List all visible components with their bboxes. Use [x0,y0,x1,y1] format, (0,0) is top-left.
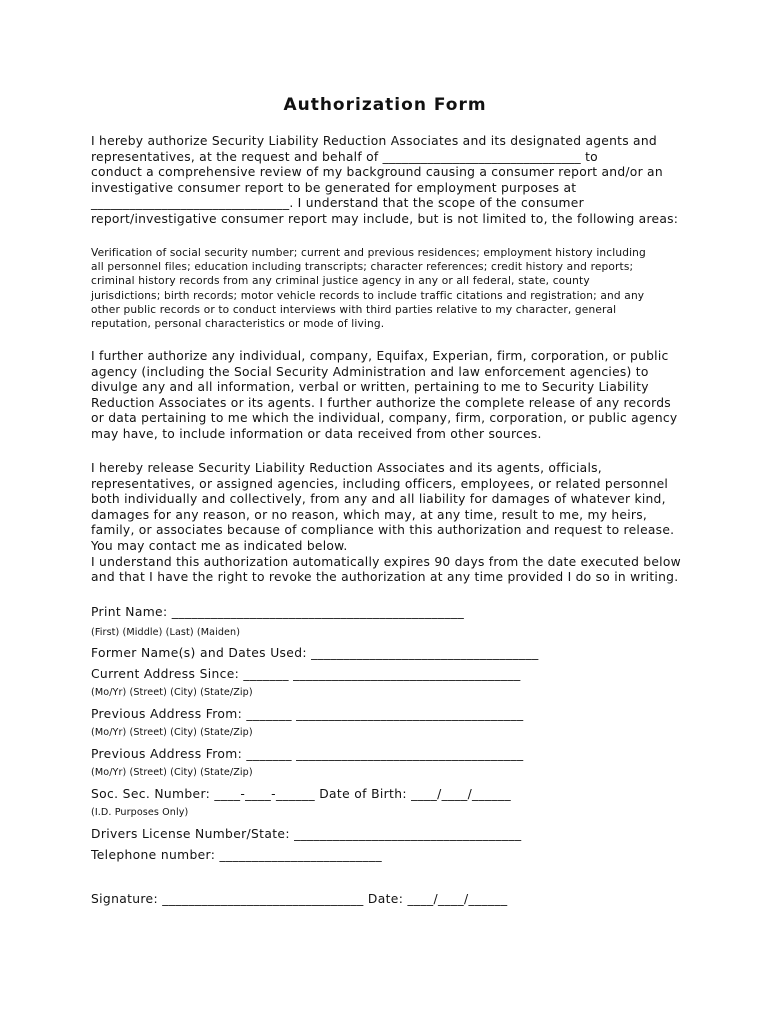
previous-address-hint-1: (Mo/Yr) (Street) (City) (State/Zip) [91,727,253,738]
ssn-dob-field[interactable]: Soc. Sec. Number: ____-____-______ Date of Birth: ____/____/______ [91,787,512,801]
page-title: Authorization Form [283,95,487,115]
areas-line: reputation, personal characteristics or mode of living. [91,318,385,331]
release-line: I understand this authorization automatically expires 90 days from the date executed below [91,554,681,569]
release-line: I hereby release Security Liability Reduction Associates and its agents, officials, [91,461,602,475]
release-line: and that I have the right to revoke the authorization at any time provided I do so in writing. [91,570,679,585]
areas-line: other public records or to conduct interviews with third parties relative to my character, general [91,303,617,316]
previous-address-field-1[interactable]: Previous Address From: _______ ___________________________________ [91,707,524,721]
areas-line: jurisdictions; birth records; motor vehicle records to include traffic citations and registration; and any [91,289,645,302]
intro-paragraph [91,134,691,228]
further-line: or data pertaining to me which the individual, company, firm, corporation, or public agency [91,411,678,426]
further-authorize-paragraph [91,349,691,443]
further-line: may have, to include information or data received from other sources. [91,426,542,441]
further-line: Reduction Associates or its agents. I further authorize the complete release of any records [91,395,671,410]
previous-address-hint-2: (Mo/Yr) (Street) (City) (State/Zip) [91,767,253,778]
areas-line: criminal history records from any criminal justice agency in any or all federal, state, county [91,275,590,288]
release-line: both individually and collectively, from any and all liability for damages of whatever kind, [91,492,666,507]
release-line: damages for any reason, or no reason, which may, at any time, result to me, my heirs, [91,507,648,522]
areas-line: all personnel files; education including transcripts; character references; credit history and reports; [91,261,634,274]
drivers-license-field[interactable]: Drivers License Number/State: ___________________________________ [91,827,522,841]
areas-paragraph [91,246,691,331]
areas-line: Verification of social security number; current and previous residences; employment history including [91,247,646,259]
print-name-field[interactable]: Print Name: _____________________________________________ [91,605,465,619]
intro-line: investigative consumer report to be generated for employment purposes at [91,180,577,195]
print-name-hint: (First) (Middle) (Last) (Maiden) [91,627,241,638]
further-line: agency (including the Social Security Administration and law enforcement agencies) to [91,364,649,379]
intro-line: _______________________________. I understand that the scope of the consumer [91,196,584,211]
current-address-hint: (Mo/Yr) (Street) (City) (State/Zip) [91,687,253,698]
telephone-field[interactable]: Telephone number: _________________________ [91,848,382,862]
previous-address-field-2[interactable]: Previous Address From: _______ ___________________________________ [91,747,524,761]
current-address-field[interactable]: Current Address Since: _______ ___________________________________ [91,667,521,681]
former-names-field[interactable]: Former Name(s) and Dates Used: ___________________________________ [91,646,539,660]
release-line: You may contact me as indicated below. [91,538,348,553]
intro-line: representatives, at the request and behalf of _______________________________ to [91,149,598,164]
release-line: representatives, or assigned agencies, including officers, employees, or related personnel [91,476,669,491]
intro-line: conduct a comprehensive review of my background causing a consumer report and/or an [91,165,663,180]
intro-line: I hereby authorize Security Liability Reduction Associates and its designated agents and [91,134,657,148]
ssn-hint: (I.D. Purposes Only) [91,807,189,818]
further-line: divulge any and all information, verbal or written, pertaining to me to Security Liability [91,380,649,395]
release-line: family, or associates because of compliance with this authorization and request to release. [91,523,675,538]
further-line: I further authorize any individual, company, Equifax, Experian, firm, corporation, or public [91,349,669,363]
release-paragraph [91,461,691,586]
intro-line: report/investigative consumer report may include, but is not limited to, the following areas: [91,211,679,226]
signature-date-field[interactable]: Signature: _______________________________ Date: ____/____/______ [91,892,508,906]
